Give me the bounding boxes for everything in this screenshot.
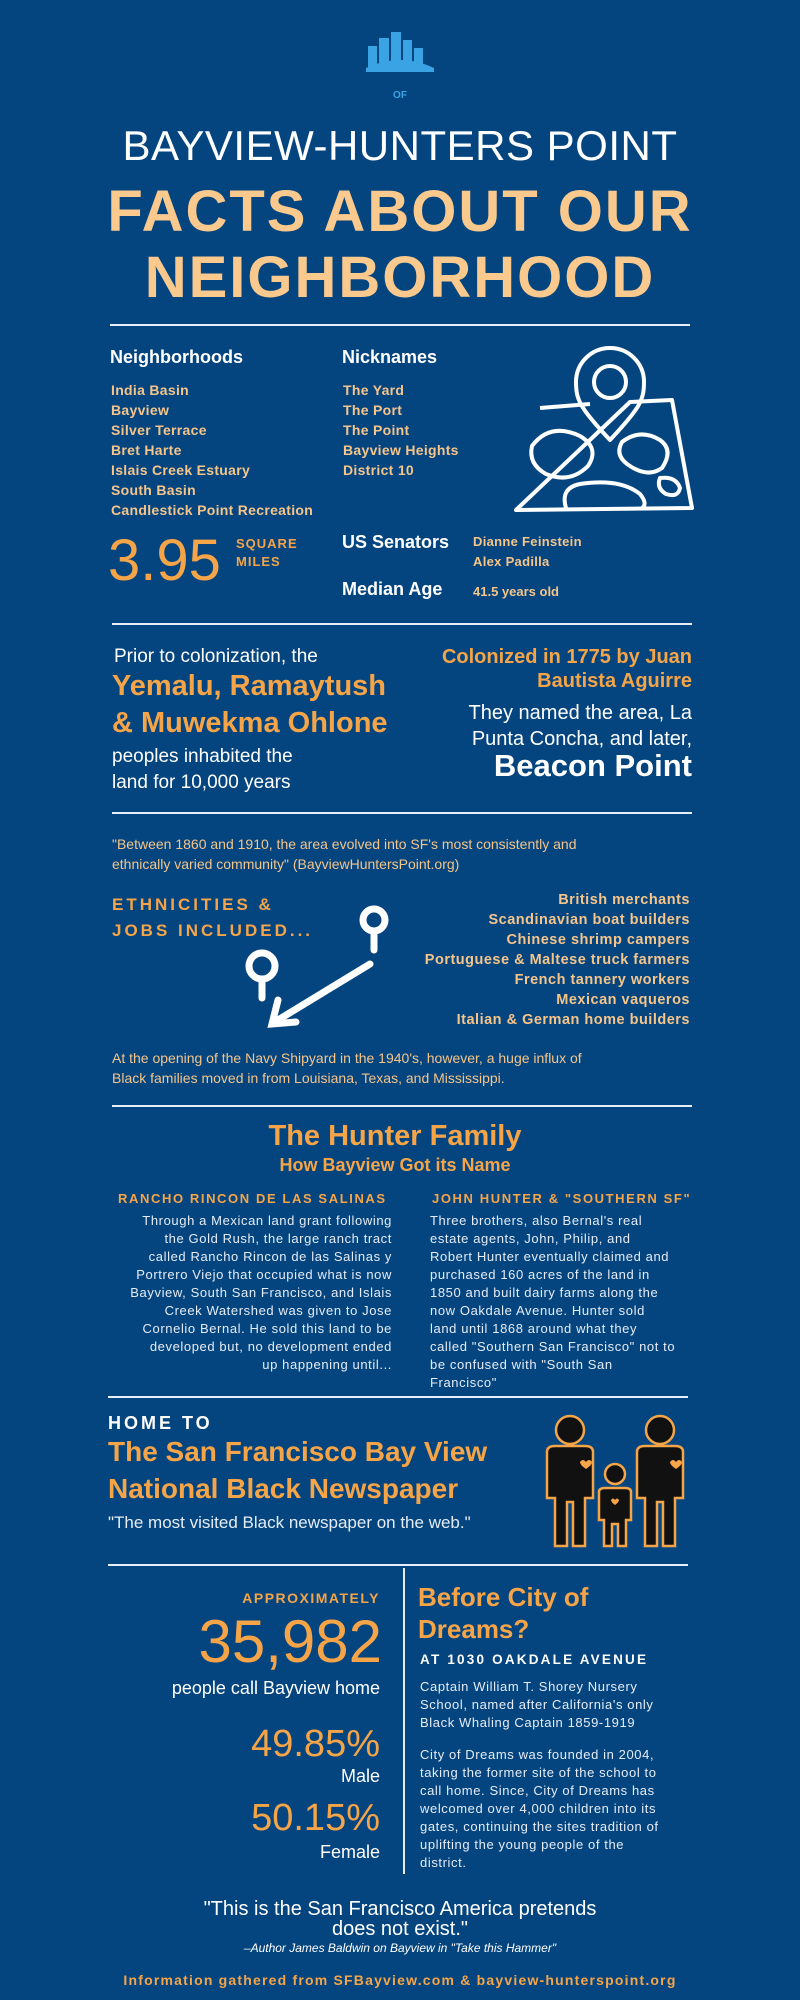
quote-1-line1: "Between 1860 and 1910, the area evolved into SF's most consistently and	[112, 836, 577, 852]
skyline-logo-icon	[360, 28, 440, 78]
median-age-value: 41.5 years old	[473, 584, 559, 599]
divider	[112, 812, 692, 814]
text-line: School, named after California's only	[420, 1697, 654, 1712]
divider	[112, 623, 692, 625]
text-line: Creek Watershed was given to Jose	[164, 1303, 392, 1318]
ethnicities-list	[425, 890, 690, 1030]
dreams-heading-2: Dreams?	[418, 1614, 530, 1644]
senator-name: Dianne Feinstein	[473, 534, 582, 549]
text-line: uplifting the young people of the	[420, 1837, 625, 1852]
navy-line2: Black families moved in from Louisiana, Texas, and Mississippi.	[112, 1070, 505, 1086]
history-right-body-1: They named the area, La	[468, 702, 692, 724]
list-item: Bayview	[111, 402, 170, 418]
text-line: district.	[420, 1855, 467, 1870]
hunter-left-text	[112, 1212, 392, 1374]
list-item: The Point	[343, 422, 410, 438]
footer-sources: Information gathered from SFBayview.com & bayview-hunterspoint.org	[123, 1972, 677, 1988]
text-line: now Oakdale Avenue. Hunter sold	[430, 1303, 645, 1318]
list-item: French tannery workers	[514, 972, 690, 988]
female-label: Female	[319, 1842, 380, 1862]
quote-1-line2: ethnically varied community" (BayviewHuntersPoint.org)	[112, 856, 460, 872]
senator-name: Alex Padilla	[473, 554, 550, 569]
hunter-right-heading: JOHN HUNTER & "SOUTHERN SF"	[432, 1191, 692, 1206]
ethnicities-heading-2: JOBS INCLUDED...	[112, 921, 314, 940]
baldwin-quote-line2: does not exist."	[331, 1918, 469, 1940]
newspaper-name-1: The San Francisco Bay View	[108, 1436, 488, 1467]
vertical-divider	[403, 1568, 405, 1874]
text-line: developed but, no development ended	[149, 1339, 392, 1354]
title-line1: BAYVIEW-HUNTERS POINT	[122, 122, 678, 169]
text-line: estate agents, John, Philip, and	[430, 1231, 631, 1246]
baldwin-attribution: –Author James Baldwin on Bayview in "Take this Hammer"	[243, 1941, 557, 1955]
text-line: City of Dreams was founded in 2004,	[420, 1747, 655, 1762]
list-item: Scandinavian boat builders	[488, 912, 690, 928]
divider	[108, 1564, 688, 1566]
history-right-head-1: Colonized in 1775 by Juan	[441, 646, 692, 668]
hunter-subtitle: How Bayview Got its Name	[279, 1155, 511, 1175]
dreams-paragraph-1	[420, 1678, 654, 1732]
text-line: Three brothers, also Bernal's real	[430, 1213, 643, 1228]
history-left-names-2: & Muwekma Ohlone	[112, 707, 388, 739]
population-caption: people call Bayview home	[171, 1678, 380, 1698]
history-right-name: Beacon Point	[493, 748, 692, 783]
text-line: taking the former site of the school to	[420, 1765, 657, 1780]
dreams-paragraph-2	[420, 1746, 659, 1872]
logo-text: OF	[393, 90, 407, 101]
dreams-heading-1: Before City of	[418, 1582, 589, 1612]
newspaper-name-2: National Black Newspaper	[108, 1473, 459, 1504]
text-line: Captain William T. Shorey Nursery	[420, 1679, 638, 1694]
neighborhoods-heading: Neighborhoods	[110, 347, 243, 367]
text-line: land until 1868 around what they	[430, 1321, 638, 1336]
text-line: up happening until...	[262, 1357, 392, 1372]
list-item: District 10	[343, 462, 414, 478]
list-item: Portuguese & Maltese truck farmers	[424, 952, 690, 968]
text-line: Portrero Viejo that occupied what is now	[136, 1267, 392, 1282]
text-line: welcomed over 4,000 children into its	[420, 1801, 657, 1816]
text-line: call home. Since, City of Dreams has	[420, 1783, 655, 1798]
text-line: the Gold Rush, the large ranch tract	[164, 1231, 392, 1246]
text-line: Bayview, South San Francisco, and Islais	[130, 1285, 392, 1300]
list-item: Chinese shrimp campers	[506, 932, 690, 948]
male-percentage: 49.85%	[251, 1723, 380, 1765]
history-left-tail-1: peoples inhabited the	[112, 746, 293, 767]
history-left-intro: Prior to colonization, the	[114, 646, 318, 667]
male-label: Male	[340, 1766, 380, 1786]
list-item: Bret Harte	[111, 442, 182, 458]
history-right-head-2: Bautista Aguirre	[537, 670, 692, 692]
neighborhoods-list	[111, 380, 313, 520]
family-icon	[535, 1412, 695, 1552]
area-unit-1: SQUARE	[236, 536, 298, 551]
baldwin-quote-line1: "This is the San Francisco America pretends	[203, 1898, 597, 1920]
divider	[110, 324, 690, 326]
list-item: Islais Creek Estuary	[111, 462, 251, 478]
hunter-right-text	[430, 1212, 710, 1392]
population-label: APPROXIMATELY	[242, 1590, 380, 1606]
senators-heading: US Senators	[342, 532, 450, 552]
newspaper-quote: "The most visited Black newspaper on the web."	[108, 1513, 471, 1532]
dreams-address: AT 1030 OAKDALE AVENUE	[420, 1652, 649, 1667]
text-line: Through a Mexican land grant following	[142, 1213, 392, 1228]
history-left-names-1: Yemalu, Ramaytush	[112, 670, 386, 702]
hunter-title: The Hunter Family	[268, 1120, 522, 1152]
logo	[360, 28, 440, 108]
text-line: called Rancho Rincon de las Salinas y	[148, 1249, 392, 1264]
senators-list	[473, 532, 582, 572]
text-line: called "Southern San Francisco" not to	[430, 1339, 676, 1354]
list-item: Mexican vaqueros	[556, 992, 690, 1008]
list-item: The Port	[343, 402, 403, 418]
list-item: The Yard	[343, 382, 405, 398]
text-line: gates, continuing the sites tradition of	[420, 1819, 659, 1834]
text-line: Robert Hunter eventually claimed and	[430, 1249, 670, 1264]
title-line3: NEIGHBORHOOD	[144, 245, 656, 310]
nicknames-heading: Nicknames	[342, 347, 438, 367]
list-item: South Basin	[111, 482, 196, 498]
newspaper-label: HOME TO	[108, 1413, 213, 1433]
list-item: Candlestick Point Recreation	[111, 502, 314, 518]
map-pin-icon	[510, 338, 695, 518]
ethnicities-heading-1: ETHNICITIES &	[112, 895, 274, 914]
list-item: Silver Terrace	[111, 422, 207, 438]
nicknames-list	[343, 380, 459, 480]
text-line: 1850 and built dairy farms along the	[430, 1285, 659, 1300]
history-left-tail-2: land for 10,000 years	[112, 772, 291, 793]
female-percentage: 50.15%	[251, 1797, 380, 1839]
list-item: Bayview Heights	[343, 442, 459, 458]
population-value: 35,982	[198, 1608, 382, 1675]
connection-arrow-icon	[238, 900, 398, 1030]
divider	[108, 1396, 688, 1398]
text-line: Francisco"	[430, 1375, 497, 1390]
median-age-heading: Median Age	[342, 579, 443, 599]
text-line: purchased 160 acres of the land in	[430, 1267, 650, 1282]
history-right-body-2: Punta Concha, and later,	[471, 728, 692, 750]
list-item: Italian & German home builders	[456, 1012, 690, 1028]
list-item: British merchants	[558, 892, 690, 908]
text-line: Black Whaling Captain 1859-1919	[420, 1715, 636, 1730]
title-line2: FACTS ABOUT OUR	[107, 179, 693, 244]
area-unit-2: MILES	[236, 554, 281, 569]
list-item: India Basin	[111, 382, 189, 398]
hunter-left-heading: RANCHO RINCON DE LAS SALINAS	[118, 1191, 387, 1206]
navy-line1: At the opening of the Navy Shipyard in the 1940's, however, a huge influx of	[112, 1050, 582, 1066]
area-value: 3.95	[108, 528, 221, 593]
divider	[112, 1105, 692, 1107]
text-line: Cornelio Bernal. He sold this land to be	[142, 1321, 392, 1336]
text-line: be confused with "South San	[430, 1357, 613, 1372]
